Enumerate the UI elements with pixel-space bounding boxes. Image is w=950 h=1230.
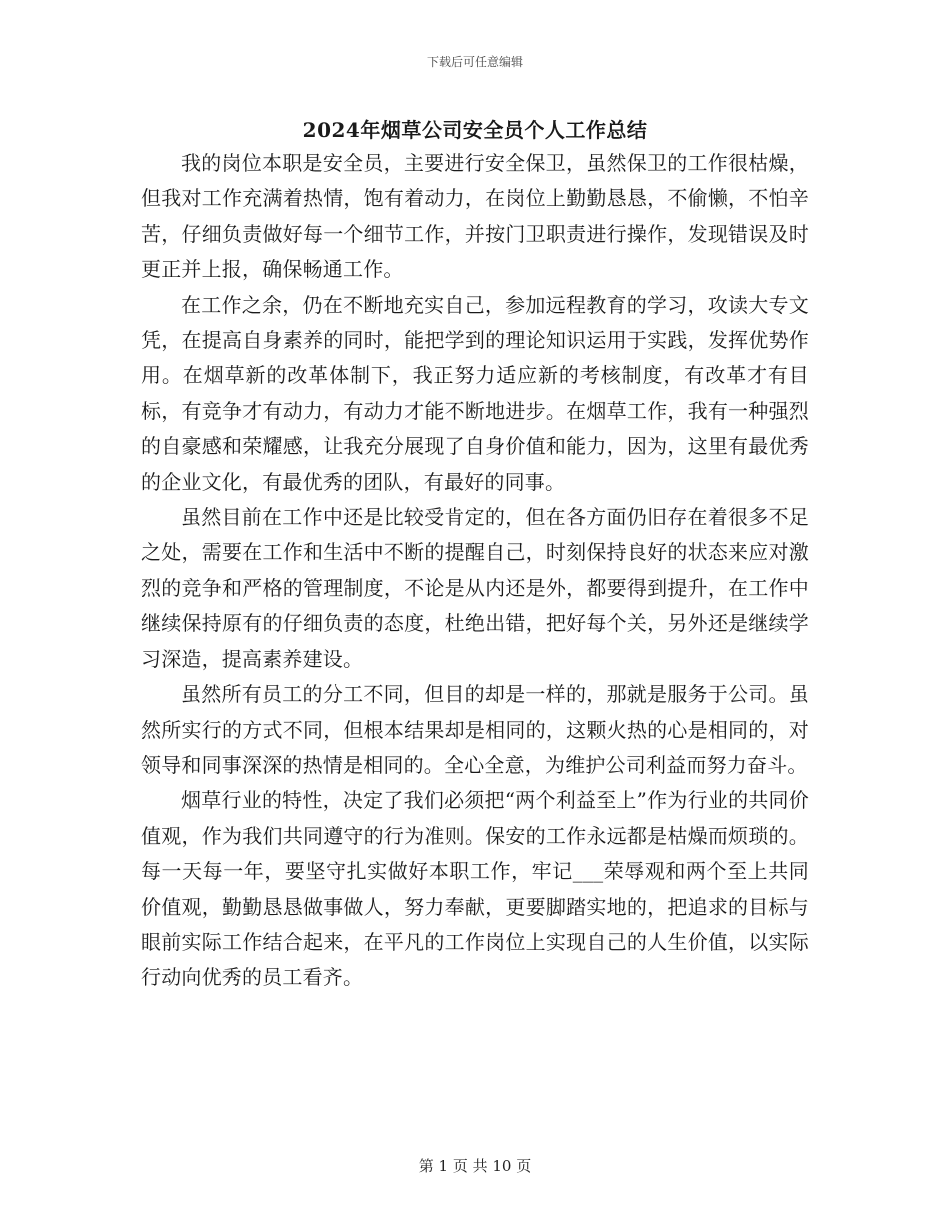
paragraph-5: 烟草行业的特性，决定了我们必须把“两个利益至上”作为行业的共同价值观，作为我们共同遵守的行为准则。保安的工作永远都是枯燥而烦琐的。每一天每一年，要坚守扎实做好本职工作，牢记___荣辱观和两个至上共同价值观，勤勤恳恳做事做人，努力奉献，更要脚踏实地的，把追求的目标与眼前实际工作结合起来，在平凡的工作岗位上实现自己的人生价值，以实际行动向优秀的员工看齐。 <box>141 788 809 990</box>
paragraph-2: 在工作之余，仍在不断地充实自己，参加远程教育的学习，攻读大专文凭，在提高自身素养的同时，能把学到的理论知识运用于实践，发挥优势作用。在烟草新的改革体制下，我正努力适应新的考核制度，有改革才有目标，有竞争才有动力，有动力才能不断地进步。在烟草工作，我有一种强烈的自豪感和荣耀感，让我充分展现了自身价值和能力，因为，这里有最优秀的企业文化，有最优秀的团队，有最好的同事。 <box>141 292 809 494</box>
document-body <box>141 146 809 996</box>
document-title: 2024年烟草公司安全员个人工作总结 <box>302 118 648 142</box>
paragraph-4: 虽然所有员工的分工不同，但目的却是一样的，那就是服务于公司。虽然所实行的方式不同，但根本结果却是相同的，这颗火热的心是相同的，对领导和同事深深的热情是相同的。全心全意，为维护公司利益而努力奋斗。 <box>141 682 809 777</box>
page-header-note: 下载后可任意编辑 <box>426 55 523 69</box>
page-number: 第 1 页 共 10 页 <box>418 1157 532 1175</box>
paragraph-3: 虽然目前在工作中还是比较受肯定的，但在各方面仍旧存在着很多不足之处，需要在工作和生活中不断的提醒自己，时刻保持良好的状态来应对激烈的竞争和严格的管理制度，不论是从内还是外，都要得到提升，在工作中继续保持原有的仔细负责的态度，杜绝出错，把好每个关，另外还是继续学习深造，提高素养建设。 <box>141 505 809 671</box>
paragraph-1: 我的岗位本职是安全员，主要进行安全保卫，虽然保卫的工作很枯燥，但我对工作充满着热情，饱有着动力，在岗位上勤勤恳恳，不偷懒，不怕辛苦，仔细负责做好每一个细节工作，并按门卫职责进行操作，发现错误及时更正并上报，确保畅通工作。 <box>141 151 809 282</box>
